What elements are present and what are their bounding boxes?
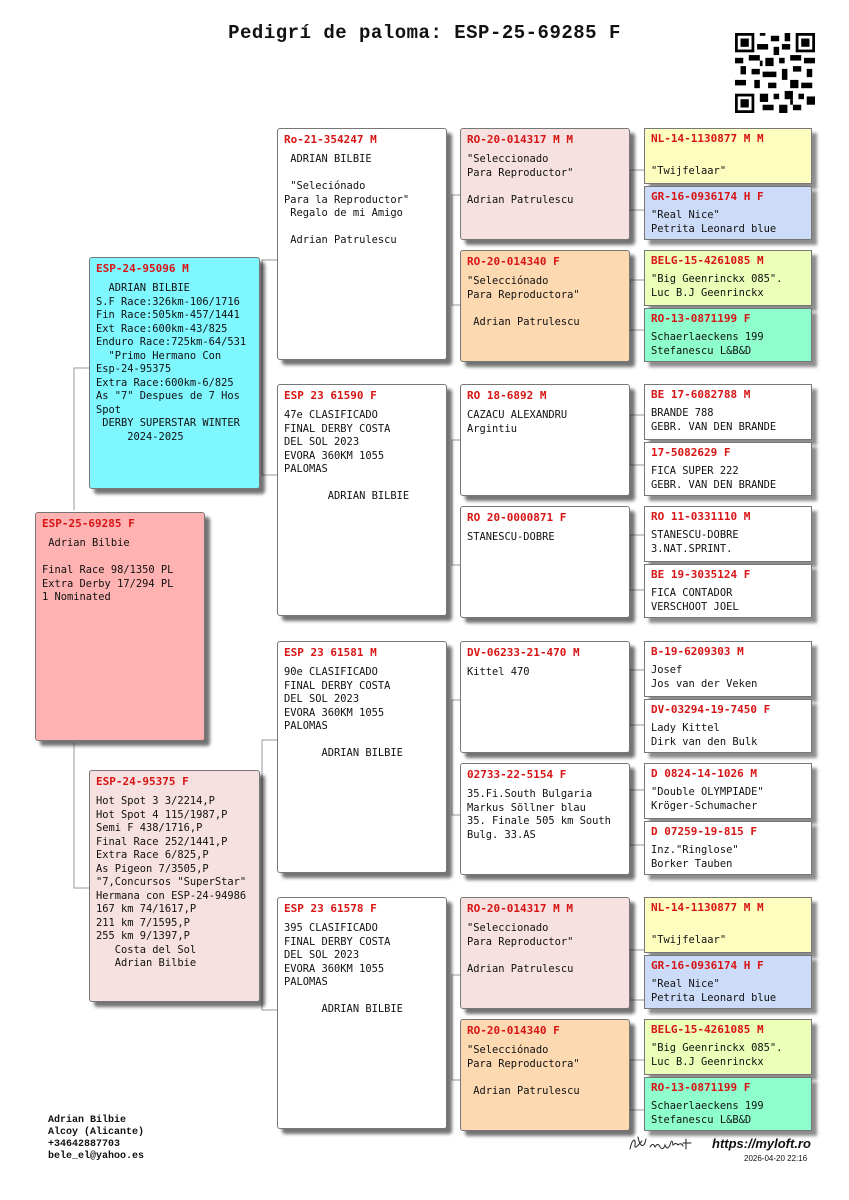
ring-number: D 07259-19-815 F: [651, 825, 757, 838]
pigeon-info: BRANDE 788 GEBR. VAN DEN BRANDE: [651, 407, 777, 433]
ring-number: RO-20-014340 F: [467, 255, 560, 268]
ring-number: GR-16-0936174 H F: [651, 190, 764, 203]
pigeon-info: "Seleccionado Para Reproductor" Adrian Patrulescu: [467, 922, 574, 975]
ancestor-card[interactable]: [644, 699, 812, 753]
ancestor-card[interactable]: [644, 128, 812, 184]
sire-card[interactable]: [89, 257, 260, 489]
pigeon-info: Kittel 470: [467, 666, 530, 679]
ring-number: ESP 23 61578 F: [284, 902, 377, 915]
ring-number: GR-16-0936174 H F: [651, 959, 764, 972]
pigeon-info: "Big Geenrinckx 085". Luc B.J Geenrinckx: [651, 1042, 783, 1068]
great-grandparent-card[interactable]: [460, 763, 630, 875]
grandparent-card[interactable]: [277, 897, 447, 1129]
ring-number: 02733-22-5154 F: [467, 768, 567, 781]
pigeon-info: Adrian Bilbie Final Race 98/1350 PL Extra Derby 17/294 PL 1 Nominated: [42, 537, 174, 604]
ring-number: ESP-25-69285 F: [42, 517, 135, 530]
footer-date: 2026-04-20 22:16: [744, 1154, 808, 1163]
pigeon-info: "Twijfelaar": [651, 933, 727, 946]
subject-pigeon-card[interactable]: [35, 512, 205, 741]
owner-city: Alcoy (Alicante): [48, 1127, 145, 1138]
pigeon-info: "Real Nice" Petrita Leonard blue: [651, 978, 777, 1004]
ring-number: RO-20-014317 M M: [467, 902, 573, 915]
great-grandparent-card[interactable]: [460, 384, 630, 496]
footer-url-link[interactable]: https://myloft.ro: [712, 1136, 811, 1151]
qr-code-icon: [735, 33, 815, 113]
ancestor-card[interactable]: [644, 1019, 812, 1075]
pigeon-info: Schaerlaeckens 199 Stefanescu L&B&D: [651, 1100, 764, 1126]
ring-number: RO-20-014340 F: [467, 1024, 560, 1037]
page-title: Pedigrí de paloma: ESP-25-69285 F: [228, 22, 621, 44]
great-grandparent-card[interactable]: [460, 1019, 630, 1131]
ancestor-card[interactable]: [644, 897, 812, 953]
ring-number: DV-06233-21-470 M: [467, 646, 580, 659]
pigeon-info: Inz."Ringlose" Borker Tauben: [651, 844, 739, 870]
pigeon-info: 35.Fi.South Bulgaria Markus Söllner blau 35. Finale 505 km South Bulg. 33.AS: [467, 788, 611, 841]
pigeon-info: "Twijfelaar": [651, 164, 727, 177]
ancestor-card[interactable]: [644, 955, 812, 1009]
pigeon-info: STANESCU-DOBRE 3.NAT.SPRINT.: [651, 529, 739, 555]
ring-number: Ro-21-354247 M: [284, 133, 377, 146]
great-grandparent-card[interactable]: [460, 897, 630, 1009]
ring-number: RO 20-0000871 F: [467, 511, 567, 524]
pigeon-info: Lady Kittel Dirk van den Bulk: [651, 722, 758, 748]
ancestor-card[interactable]: [644, 821, 812, 875]
grandparent-card[interactable]: [277, 128, 447, 360]
ring-number: BE 19-3035124 F: [651, 568, 751, 581]
ring-number: RO 11-0331110 M: [651, 510, 751, 523]
ring-number: 17-5082629 F: [651, 446, 731, 459]
ring-number: NL-14-1130877 M M: [651, 901, 764, 914]
ring-number: RO-20-014317 M M: [467, 133, 573, 146]
pigeon-info: ADRIAN BILBIE S.F Race:326km-106/1716 Fin Race:505km-457/1441 Ext Race:600km-43/825 Enduro Race:725km-64/531 "Primo Hermano Con Esp-24-95375 Extra Race:600km-6/825 As "7" Despues de 7 Hos Spot DERBY SUPERSTAR WINTER 2024-2025: [96, 282, 247, 443]
owner-phone: +34642887703: [48, 1139, 121, 1150]
pigeon-info: "Double OLYMPIADE" Kröger-Schumacher: [651, 786, 764, 812]
pigeon-info: FICA SUPER 222 GEBR. VAN DEN BRANDE: [651, 465, 777, 491]
ancestor-card[interactable]: [644, 186, 812, 240]
ancestor-card[interactable]: [644, 506, 812, 562]
ring-number: B-19-6209303 M: [651, 645, 744, 658]
ring-number: NL-14-1130877 M M: [651, 132, 764, 145]
pigeon-info: FICA CONTADOR VERSCHOOT JOEL: [651, 587, 739, 613]
ring-number: BELG-15-4261085 M: [651, 254, 764, 267]
owner-contact-block: [48, 1115, 144, 1163]
owner-email[interactable]: bele_el@yahoo.es: [48, 1151, 145, 1162]
pigeon-info: "Selecciónado Para Reproductora" Adrian Patrulescu: [467, 275, 580, 328]
pigeon-info: "Big Geenrinckx 085". Luc B.J Geenrinckx: [651, 273, 783, 299]
ancestor-card[interactable]: [644, 384, 812, 440]
ring-number: BE 17-6082788 M: [651, 388, 751, 401]
great-grandparent-card[interactable]: [460, 128, 630, 240]
ring-number: ESP-24-95375 F: [96, 775, 189, 788]
pigeon-info: STANESCU-DOBRE: [467, 531, 555, 544]
grandparent-card[interactable]: [277, 384, 447, 616]
myloft-signature-logo-icon: [626, 1133, 706, 1155]
ring-number: BELG-15-4261085 M: [651, 1023, 764, 1036]
ring-number: RO-13-0871199 F: [651, 312, 751, 325]
ring-number: ESP 23 61581 M: [284, 646, 377, 659]
grandparent-card[interactable]: [277, 641, 447, 873]
pigeon-info: CAZACU ALEXANDRU Argintiu: [467, 409, 568, 435]
ring-number: ESP 23 61590 F: [284, 389, 377, 402]
pigeon-info: 395 CLASIFICADO FINAL DERBY COSTA DEL SOL 2023 EVORA 360KM 1055 PALOMAS ADRIAN BILBIE: [284, 922, 403, 1016]
pigeon-info: 47e CLASIFICADO FINAL DERBY COSTA DEL SOL 2023 EVORA 360KM 1055 PALOMAS ADRIAN BILBIE: [284, 409, 410, 503]
ring-number: DV-03294-19-7450 F: [651, 703, 771, 716]
pigeon-info: "Selecciónado Para Reproductora" Adrian Patrulescu: [467, 1044, 580, 1097]
ancestor-card[interactable]: [644, 763, 812, 819]
ancestor-card[interactable]: [644, 564, 812, 618]
pigeon-info: Hot Spot 3 3/2214,P Hot Spot 4 115/1987,P Semi F 438/1716,P Final Race 252/1441,P Extra Race 6/825,P As Pigeon 7/3505,P "7,Concursos "SuperStar" Hermana con ESP-24-94986 167 km 74/1617,P 211 km 7/1595,P 255 km 9/1397,P Costa del Sol Adrian Bilbie: [96, 795, 247, 970]
great-grandparent-card[interactable]: [460, 641, 630, 753]
pigeon-info: Schaerlaeckens 199 Stefanescu L&B&D: [651, 331, 764, 357]
pigeon-info: 90e CLASIFICADO FINAL DERBY COSTA DEL SOL 2023 EVORA 360KM 1055 PALOMAS ADRIAN BILBIE: [284, 666, 403, 760]
ring-number: D 0824-14-1026 M: [651, 767, 757, 780]
great-grandparent-card[interactable]: [460, 250, 630, 362]
ring-number: RO 18-6892 M: [467, 389, 547, 402]
owner-name: Adrian Bilbie: [48, 1115, 127, 1126]
pigeon-info: ADRIAN BILBIE "Seleciónado Para la Reproductor" Regalo de mi Amigo Adrian Patrulescu: [284, 153, 410, 247]
pigeon-info: "Real Nice" Petrita Leonard blue: [651, 209, 777, 235]
pigeon-info: "Seleccionado Para Reproductor" Adrian Patrulescu: [467, 153, 574, 206]
ring-number: ESP-24-95096 M: [96, 262, 189, 275]
ancestor-card[interactable]: [644, 1077, 812, 1131]
ancestor-card[interactable]: [644, 442, 812, 496]
dam-card[interactable]: [89, 770, 260, 1002]
ancestor-card[interactable]: [644, 308, 812, 362]
ring-number: RO-13-0871199 F: [651, 1081, 751, 1094]
ancestor-card[interactable]: [644, 250, 812, 306]
great-grandparent-card[interactable]: [460, 506, 630, 618]
ancestor-card[interactable]: [644, 641, 812, 697]
pigeon-info: Josef Jos van der Veken: [651, 664, 758, 690]
